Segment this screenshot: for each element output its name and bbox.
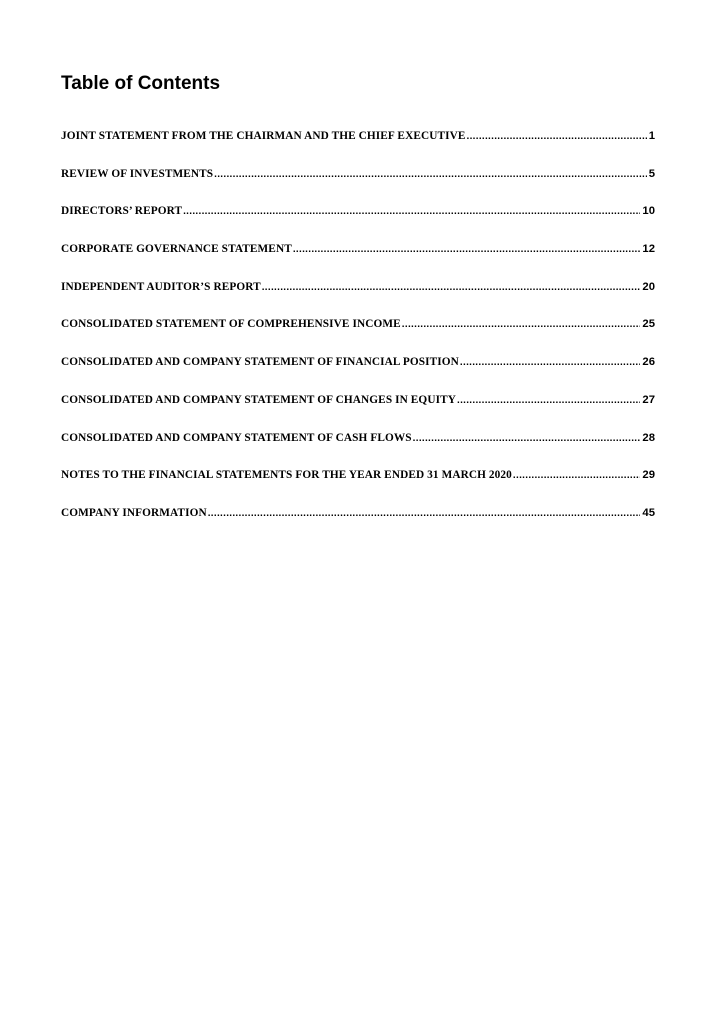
toc-entry[interactable]: [61, 241, 655, 257]
toc-entry-label: INDEPENDENT AUDITOR’S REPORT: [61, 280, 261, 293]
toc-entry-label: COMPANY INFORMATION: [61, 506, 207, 519]
toc-dot-leader: [262, 280, 641, 296]
toc-dot-leader: [413, 431, 641, 447]
toc-entry[interactable]: [61, 467, 655, 483]
toc-page-number: 25: [642, 318, 655, 331]
toc-entry-label: JOINT STATEMENT FROM THE CHAIRMAN AND THE CHIEF EXECUTIVE: [61, 130, 466, 142]
toc-dot-leader: [183, 204, 640, 220]
toc-dot-leader: [467, 129, 647, 145]
toc-page-number: 29: [642, 469, 655, 482]
toc-page-number: 20: [642, 280, 655, 293]
toc-dot-leader: [214, 167, 647, 183]
toc-dot-leader: [457, 393, 640, 409]
toc-entry-label: CONSOLIDATED AND COMPANY STATEMENT OF CASH FLOWS: [61, 431, 412, 444]
toc-entry[interactable]: [61, 203, 655, 219]
toc-entry-label: DIRECTORS’ REPORT: [61, 205, 183, 218]
toc-entry-label: NOTES TO THE FINANCIAL STATEMENTS FOR THE YEAR ENDED 31 MARCH 2020: [61, 469, 512, 482]
page-title: Table of Contents: [61, 73, 221, 94]
toc-dot-leader: [460, 355, 641, 371]
toc-dot-leader: [402, 317, 641, 333]
toc-list: [61, 128, 655, 543]
toc-entry[interactable]: [61, 166, 655, 182]
toc-page-number: 45: [642, 506, 655, 519]
toc-entry-label: REVIEW OF INVESTMENTS: [61, 167, 214, 180]
toc-entry[interactable]: [61, 354, 655, 370]
toc-page-number: 5: [648, 167, 655, 180]
toc-dot-leader: [513, 468, 641, 484]
toc-entry[interactable]: [61, 505, 655, 521]
toc-entry[interactable]: [61, 430, 655, 446]
toc-entry-label: CONSOLIDATED STATEMENT OF COMPREHENSIVE INCOME: [61, 318, 401, 331]
toc-page-number: 12: [642, 243, 655, 256]
toc-entry[interactable]: [61, 392, 655, 408]
toc-page-number: 1: [648, 130, 655, 142]
toc-page-number: 28: [642, 431, 655, 444]
toc-dot-leader: [208, 506, 641, 522]
toc-entry-label: CONSOLIDATED AND COMPANY STATEMENT OF FINANCIAL POSITION: [61, 356, 459, 369]
toc-entry-label: CONSOLIDATED AND COMPANY STATEMENT OF CHANGES IN EQUITY: [61, 393, 456, 406]
toc-page-number: 10: [642, 205, 655, 218]
toc-dot-leader: [293, 242, 641, 258]
toc-entry-label: CORPORATE GOVERNANCE STATEMENT: [61, 243, 292, 256]
toc-entry[interactable]: [61, 128, 655, 144]
toc-page-number: 27: [642, 393, 655, 406]
toc-entry[interactable]: [61, 316, 655, 332]
toc-entry[interactable]: [61, 279, 655, 295]
toc-page-number: 26: [642, 356, 655, 369]
